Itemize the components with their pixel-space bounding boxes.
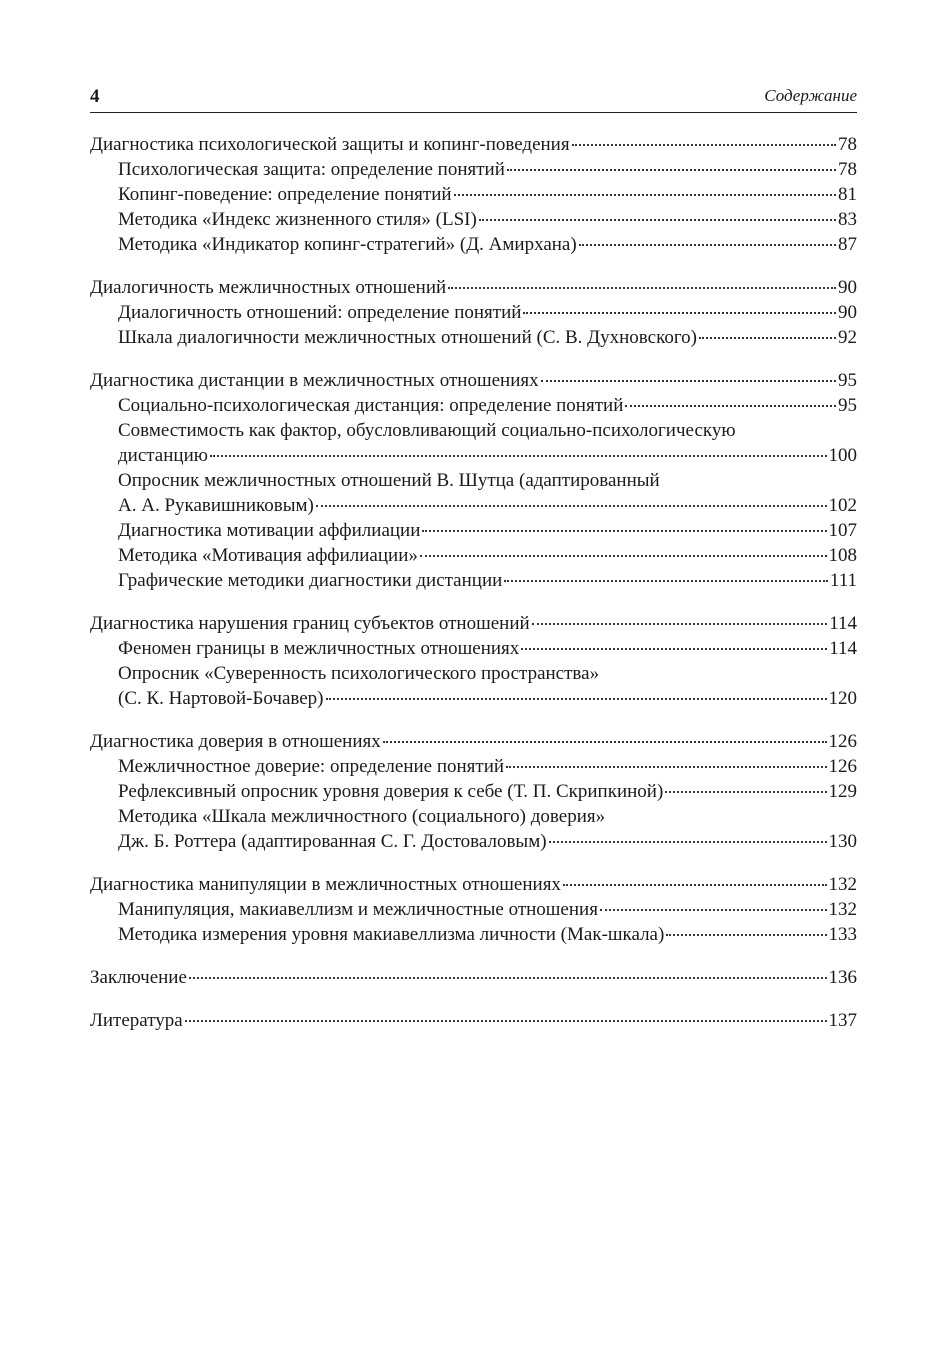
dot-leader (666, 934, 826, 936)
toc-entry-title: Диалогичность межличностных отношений (90, 277, 447, 298)
dot-leader (326, 698, 827, 700)
toc-entry-line (118, 325, 857, 350)
toc-entry-title: Феномен границы в межличностных отношениях (118, 638, 520, 659)
page-header (90, 86, 857, 113)
toc-chapter-entry (90, 729, 857, 754)
dot-leader (448, 287, 836, 289)
toc-page-number: 81 (838, 184, 857, 205)
dot-leader (504, 580, 828, 582)
toc-entry-title: Диагностика психологической защиты и копинг-поведения (90, 134, 570, 155)
dot-leader (572, 144, 836, 146)
toc-entry-title: Диагностика мотивации аффилиации (118, 520, 421, 541)
toc-entry-line (118, 636, 857, 661)
toc-page-number: 108 (828, 545, 857, 566)
toc-page-number: 126 (828, 756, 857, 777)
toc-section (90, 132, 857, 257)
toc-entry-line (90, 965, 857, 990)
dot-leader (420, 555, 827, 557)
toc-entry-title: Психологическая защита: определение понятий (118, 159, 505, 180)
toc-entry-line (90, 368, 857, 393)
toc-page-number: 90 (838, 302, 857, 323)
toc-page-number: 132 (828, 874, 857, 895)
dot-leader (699, 337, 836, 339)
dot-leader (507, 169, 836, 171)
toc-page-number: 120 (828, 688, 857, 709)
toc-subsection-entry (90, 157, 857, 182)
toc-entry-line (118, 157, 857, 182)
toc-subsection-entry (90, 568, 857, 593)
toc-subsection-entry (90, 393, 857, 418)
toc-entry-line (118, 568, 857, 593)
toc-chapter-entry (90, 872, 857, 897)
dot-leader (549, 841, 827, 843)
toc-entry-line (118, 543, 857, 568)
toc-page-number: 132 (828, 899, 857, 920)
dot-leader (454, 194, 836, 196)
dot-leader (506, 766, 826, 768)
toc-subsection-entry (90, 897, 857, 922)
toc-section (90, 1008, 857, 1033)
dot-leader (541, 380, 836, 382)
toc-entry-title: (С. К. Нартовой-Бочавер) (118, 688, 324, 709)
toc-subsection-entry (90, 779, 857, 804)
toc-page-number: 111 (829, 570, 857, 591)
dot-leader (189, 977, 827, 979)
toc-entry-line (118, 518, 857, 543)
toc-entry-title-lead: Опросник «Суверенность психологического пространства» (118, 663, 600, 684)
toc-entry-line (118, 393, 857, 418)
toc-subsection-entry (90, 468, 857, 518)
toc-subsection-entry (90, 661, 857, 711)
toc-page-number: 102 (828, 495, 857, 516)
toc-entry-title: Диалогичность отношений: определение понятий (118, 302, 522, 323)
toc-subsection-entry (90, 636, 857, 661)
toc-page-number: 78 (838, 159, 857, 180)
toc-chapter-entry (90, 132, 857, 157)
toc-entry-line (118, 493, 857, 518)
toc-subsection-entry (90, 418, 857, 468)
toc-entry-line (90, 1008, 857, 1033)
dot-leader (600, 909, 827, 911)
toc-entry-title: Методика измерения уровня макиавеллизма личности (Мак-шкала) (118, 924, 665, 945)
toc-chapter-entry (90, 368, 857, 393)
dot-leader (210, 455, 827, 457)
toc-chapter-entry (90, 965, 857, 990)
toc-entry-line (118, 897, 857, 922)
toc-page-number: 136 (828, 967, 857, 988)
toc-page-number: 92 (838, 327, 857, 348)
toc-entry-line (118, 443, 857, 468)
toc-page-number: 114 (829, 613, 857, 634)
toc-subsection-entry (90, 922, 857, 947)
toc-entry-title: Диагностика нарушения границ субъектов отношений (90, 613, 530, 634)
toc-subsection-entry (90, 300, 857, 325)
toc-entry-title: Заключение (90, 967, 187, 988)
toc-page-number: 90 (838, 277, 857, 298)
toc-subsection-entry (90, 804, 857, 854)
toc-page-number: 95 (838, 370, 857, 391)
table-of-contents (90, 132, 857, 1051)
toc-section (90, 611, 857, 711)
dot-leader (422, 530, 826, 532)
toc-subsection-entry (90, 754, 857, 779)
dot-leader (316, 505, 827, 507)
toc-section (90, 275, 857, 350)
toc-entry-title-lead: Совместимость как фактор, обусловливающий социально-психологическую (118, 420, 736, 441)
toc-page-number: 107 (828, 520, 857, 541)
toc-entry-line (118, 922, 857, 947)
toc-page-number: 95 (838, 395, 857, 416)
dot-leader (521, 648, 827, 650)
toc-chapter-entry (90, 275, 857, 300)
toc-entry-line (118, 829, 857, 854)
toc-entry-line (90, 611, 857, 636)
dot-leader (383, 741, 827, 743)
toc-section (90, 368, 857, 593)
toc-entry-title: Социально-психологическая дистанция: определение понятий (118, 395, 624, 416)
toc-entry-title: Диагностика доверия в отношениях (90, 731, 381, 752)
dot-leader (665, 791, 826, 793)
toc-entry-line (90, 132, 857, 157)
toc-subsection-entry (90, 325, 857, 350)
toc-entry-line (118, 182, 857, 207)
toc-entry-line (118, 232, 857, 257)
toc-page-number: 87 (838, 234, 857, 255)
toc-entry-line (118, 754, 857, 779)
toc-page-number: 126 (828, 731, 857, 752)
dot-leader (579, 244, 836, 246)
toc-entry-title: Методика «Индекс жизненного стиля» (LSI) (118, 209, 477, 230)
toc-entry-title: Методика «Индикатор копинг-стратегий» (Д. Амирхана) (118, 234, 577, 255)
toc-entry-title: Литература (90, 1010, 183, 1031)
dot-leader (625, 405, 836, 407)
toc-page-number: 130 (828, 831, 857, 852)
toc-page-number: 133 (828, 924, 857, 945)
dot-leader (532, 623, 828, 625)
toc-chapter-entry (90, 1008, 857, 1033)
toc-entry-title: Межличностное доверие: определение понятий (118, 756, 505, 777)
dot-leader (185, 1020, 827, 1022)
dot-leader (523, 312, 836, 314)
toc-page-number: 137 (828, 1010, 857, 1031)
toc-section (90, 965, 857, 990)
toc-entry-line (90, 275, 857, 300)
toc-entry-title-lead: Опросник межличностных отношений В. Шутца (адаптированный (118, 470, 660, 491)
toc-entry-title: Диагностика манипуляции в межличностных отношениях (90, 874, 561, 895)
dot-leader (563, 884, 827, 886)
toc-entry-title: Шкала диалогичности межличностных отношений (С. В. Духновского) (118, 327, 697, 348)
toc-entry-title: А. А. Рукавишниковым) (118, 495, 314, 516)
toc-subsection-entry (90, 518, 857, 543)
toc-entry-line (118, 779, 857, 804)
toc-entry-line (118, 686, 857, 711)
page-number: 4 (90, 86, 100, 107)
running-title: Содержание (764, 86, 857, 105)
toc-entry-line (90, 729, 857, 754)
toc-subsection-entry (90, 207, 857, 232)
toc-entry-line (118, 207, 857, 232)
toc-subsection-entry (90, 232, 857, 257)
toc-entry-title: Методика «Мотивация аффилиации» (118, 545, 418, 566)
toc-page-number: 129 (828, 781, 857, 802)
dot-leader (479, 219, 836, 221)
toc-entry-line (118, 300, 857, 325)
toc-subsection-entry (90, 543, 857, 568)
toc-page-number: 100 (828, 445, 857, 466)
toc-subsection-entry (90, 182, 857, 207)
toc-section (90, 729, 857, 854)
toc-entry-title-lead: Методика «Шкала межличностного (социального) доверия» (118, 806, 606, 827)
toc-entry-title: Диагностика дистанции в межличностных отношениях (90, 370, 539, 391)
toc-entry-title: Графические методики диагностики дистанции (118, 570, 503, 591)
toc-entry-line (90, 872, 857, 897)
toc-entry-title: Манипуляция, макиавеллизм и межличностные отношения (118, 899, 598, 920)
toc-page-number: 83 (838, 209, 857, 230)
toc-entry-title: дистанцию (118, 445, 208, 466)
toc-entry-title: Дж. Б. Роттера (адаптированная С. Г. Достоваловым) (118, 831, 547, 852)
toc-entry-title: Копинг-поведение: определение понятий (118, 184, 452, 205)
toc-entry-title: Рефлексивный опросник уровня доверия к себе (Т. П. Скрипкиной) (118, 781, 664, 802)
toc-page-number: 78 (838, 134, 857, 155)
toc-page-number: 114 (829, 638, 857, 659)
toc-section (90, 872, 857, 947)
toc-chapter-entry (90, 611, 857, 636)
